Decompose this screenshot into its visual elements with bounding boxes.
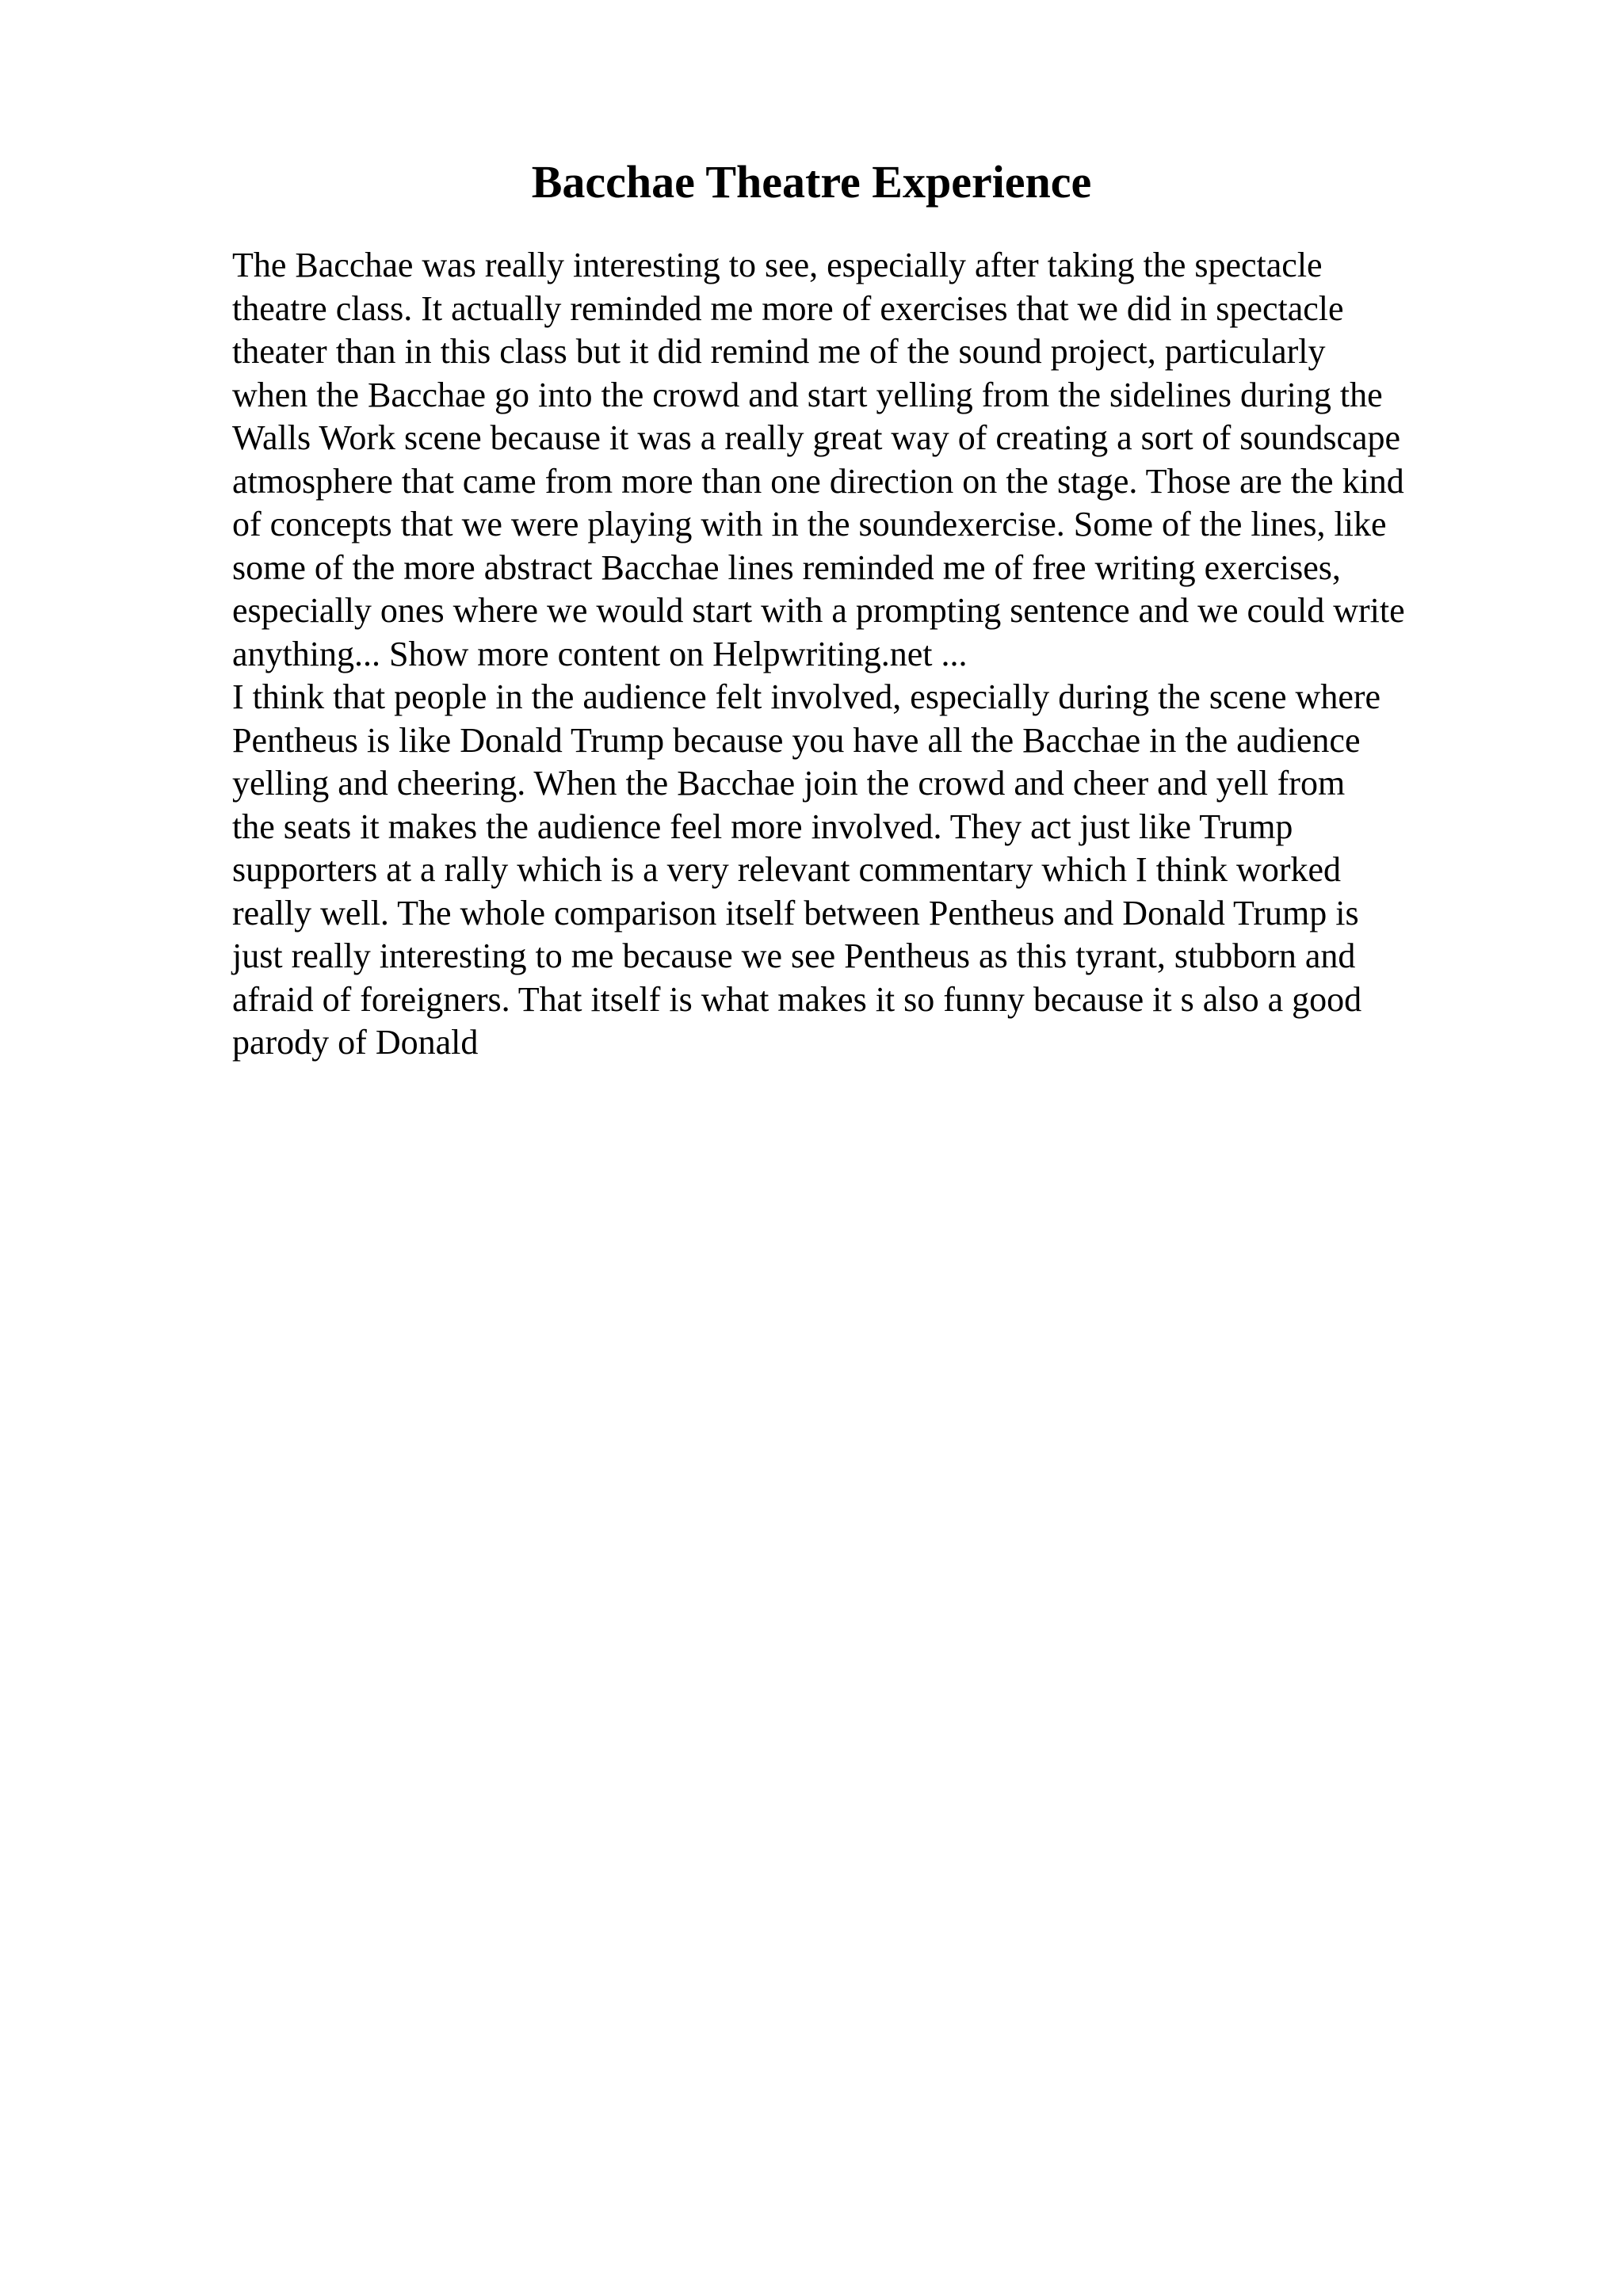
body-line: really well. The whole comparison itself between Pentheus and Donald Trump is — [232, 893, 1359, 933]
body-line: atmosphere that came from more than one direction on the stage. Those are the kind — [232, 461, 1404, 501]
body-line: parody of Donald — [232, 1023, 479, 1062]
body-line: when the Bacchae go into the crowd and start yelling from the sidelines during the — [232, 375, 1383, 414]
body-line: The Bacchae was really interesting to see, especially after taking the spectacle — [232, 246, 1323, 284]
document-body — [232, 244, 1500, 1065]
body-line: yelling and cheering. When the Bacchae join the crowd and cheer and yell from — [232, 764, 1346, 803]
body-line: theatre class. It actually reminded me more of exercises that we did in spectacle — [232, 288, 1344, 328]
body-line: I think that people in the audience felt involved, especially during the scene where — [232, 677, 1381, 716]
body-line: afraid of foreigners. That itself is what makes it so funny because it s also a good — [232, 979, 1362, 1019]
body-line: some of the more abstract Bacchae lines reminded me of free writing exercises, — [232, 547, 1341, 587]
body-line: of concepts that we were playing with in the soundexercise. Some of the lines, like — [232, 505, 1387, 543]
body-line: just really interesting to me because we see Pentheus as this tyrant, stubborn and — [232, 936, 1356, 975]
body-line: Walls Work scene because it was a really great way of creating a sort of soundscape — [232, 418, 1401, 457]
body-line: theater than in this class but it did remind me of the sound project, particularly — [232, 332, 1326, 371]
document-title: Bacchae Theatre Experience — [531, 156, 1092, 208]
body-line: especially ones where we would start with a prompting sentence and we could write — [232, 591, 1405, 630]
body-line: anything... Show more content on Helpwriting.net ... — [232, 634, 968, 673]
body-line: Pentheus is like Donald Trump because you have all the Bacchae in the audience — [232, 720, 1361, 760]
body-line: supporters at a rally which is a very relevant commentary which I think worked — [232, 850, 1341, 889]
body-line: the seats it makes the audience feel more involved. They act just like Trump — [232, 807, 1293, 846]
